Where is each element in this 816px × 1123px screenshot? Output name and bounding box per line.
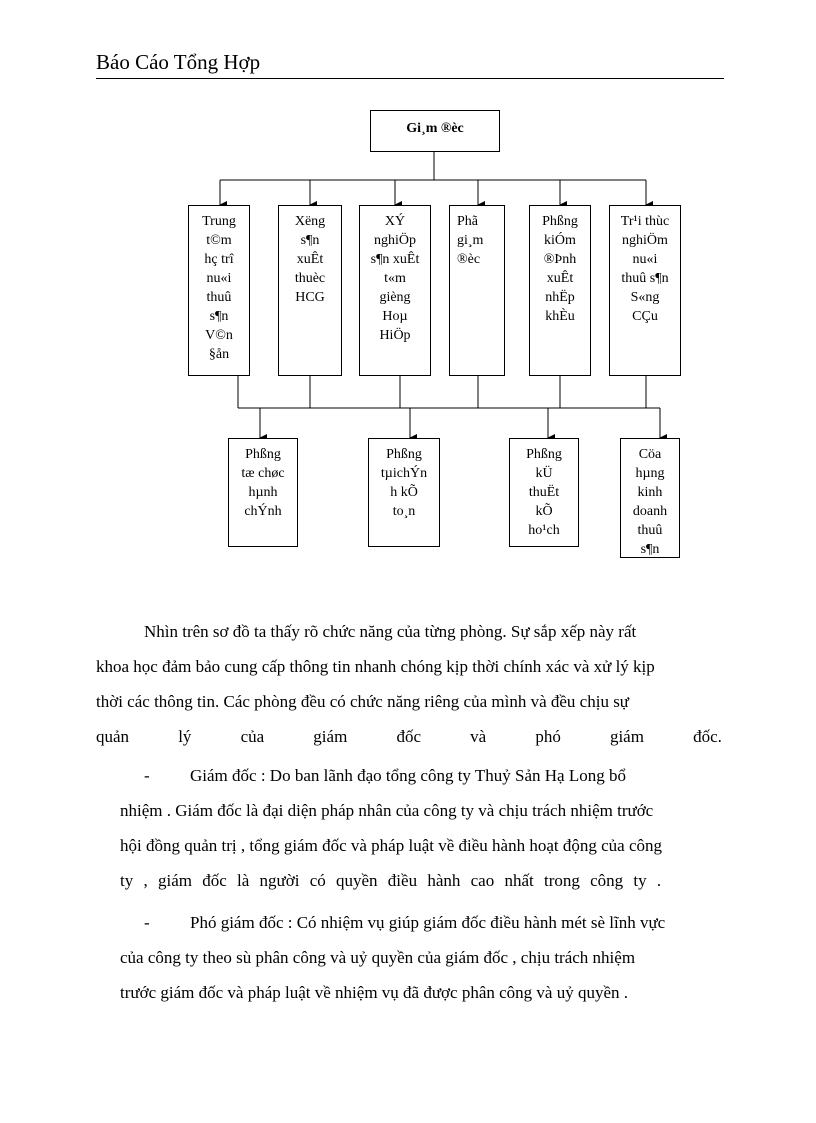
list-dash: - [144,913,150,932]
org-box-line: h kÕ [390,485,418,500]
org-box-line: Hoµ [382,309,408,324]
org-box-director-label: Gi¸m ®èc [406,121,464,136]
org-box-line: ®Þnh [543,252,577,267]
list-item-line: ty , giám đốc là người có quyền điều hành cao nhất trong công ty . [120,871,662,890]
org-box-line: CÇu [632,309,658,324]
org-box-line: thuû s¶n [621,271,669,286]
intro-line: thời các thông tin. Các phòng đều có chức năng riêng của mình và đều chịu sự [96,692,630,711]
org-box-line: Phßng [542,214,578,229]
list-item-line: Giám đốc : Do ban lãnh đạo tổng công ty Thuỷ Sản Hạ Long bổ [190,766,626,785]
org-box-line: s¶n xuÊt [370,252,420,267]
org-box-line: nu«i [632,252,658,267]
org-box-line: nghiÖm [622,233,668,248]
list-item-line: Phó giám đốc : Có nhiệm vụ giúp giám đốc điều hành mét sè lĩnh vực [190,913,666,932]
intro-word: đốc. [693,727,722,746]
intro-word: phó [535,727,561,746]
list-item-director [120,758,724,898]
org-box-l1-3 [449,205,505,376]
list-item-line: nhiệm . Giám đốc là đại diện pháp nhân của công ty và chịu trách nhiệm trước [120,801,654,820]
org-box-l2-0 [228,438,298,547]
intro-line: khoa học đảm bảo cung cấp thông tin nhanh chóng kịp thời chính xác và xử lý kịp [96,657,655,676]
org-box-line: nhËp [545,290,575,305]
org-box-line: xuÊt [296,252,324,267]
org-box-l1-4 [529,205,591,376]
org-box-line: doanh [632,504,668,519]
org-box-line: t©m [206,233,232,248]
intro-paragraph [96,614,722,754]
intro-word: giám [609,727,644,746]
org-box-line: xuÊt [546,271,574,286]
org-box-line: gi¸m [457,233,484,248]
org-box-line: hç trî [204,252,234,267]
org-box-line: gièng [379,290,411,305]
intro-word: đốc [396,727,421,746]
org-box-line: XÝ [384,214,406,229]
org-box-line: Phßng [245,447,281,462]
org-box-line: kiÓm [544,233,576,248]
org-box-l2-1 [368,438,440,547]
page-header-title: Báo Cáo Tổng Hợp [96,50,261,74]
org-box-line: ®èc [457,252,481,267]
intro-word: quản [96,727,130,746]
list-dash: - [144,766,150,785]
intro-line: Nhìn trên sơ đồ ta thấy rõ chức năng của từng phòng. Sự sắp xếp này rất [144,622,637,641]
org-box-line: hµng [635,466,665,481]
org-box-line: thuû [206,290,232,305]
org-box-line: Tr¹i thùc [620,214,670,229]
org-box-line: thuû [637,523,663,538]
org-box-line: thuËt [528,485,560,500]
org-box-line: Phßng [386,447,422,462]
org-box-line: kinh [637,485,663,500]
org-box-line: Trung [202,214,236,229]
org-box-l1-0 [188,205,250,376]
org-box-line: to¸n [392,504,416,519]
org-box-line: Cöa [638,447,662,462]
list-item-line: của công ty theo sù phân công và uỷ quyền của giám đốc , chịu trách nhiệm [120,948,636,967]
org-box-l2-2 [509,438,579,547]
org-box-line: tæ chøc [241,466,285,481]
org-box-line: thuèc [294,271,326,286]
org-box-line: Phßng [526,447,562,462]
org-box-director [370,110,500,152]
intro-word: giám [313,727,348,746]
org-box-line: HiÖp [379,328,411,343]
org-box-line: kÜ [535,466,553,481]
org-box-line: s¶n [640,542,660,557]
org-box-line: khÈu [545,309,575,324]
org-box-line: V©n [205,328,233,343]
org-box-line: s¶n [209,309,229,324]
list-item-line: trước giám đốc và pháp luật về nhiệm vụ đã được phân công và uỷ quyền . [120,983,629,1002]
org-box-line: nu«i [206,271,232,286]
org-box-l1-2 [359,205,431,376]
org-box-line: Xëng [294,214,326,229]
org-box-line: HCG [295,290,325,305]
org-box-line: kÕ [535,504,553,519]
org-box-line: S«ng [630,290,660,305]
intro-word: lý [178,727,192,746]
intro-last-line [96,719,722,754]
org-box-line: s¶n [300,233,320,248]
list-item-deputy-director [120,905,724,1010]
org-box-l2-3 [620,438,680,558]
org-box-line: §ån [208,347,230,362]
org-box-l1-5 [609,205,681,376]
org-box-line: tµichÝn [380,466,428,481]
org-box-line: Phã [457,214,478,229]
org-box-line: t«m [384,271,406,286]
org-box-line: ho¹ch [528,523,560,538]
org-box-l1-1 [278,205,342,376]
intro-word: và [470,727,487,746]
intro-word: của [240,727,265,746]
list-item-line: hội đồng quản trị , tổng giám đốc và pháp luật về điều hành hoạt động của công [120,836,662,855]
org-box-line: hµnh [248,485,278,500]
org-box-line: chÝnh [244,504,282,519]
org-box-line: nghiÖp [374,233,416,248]
